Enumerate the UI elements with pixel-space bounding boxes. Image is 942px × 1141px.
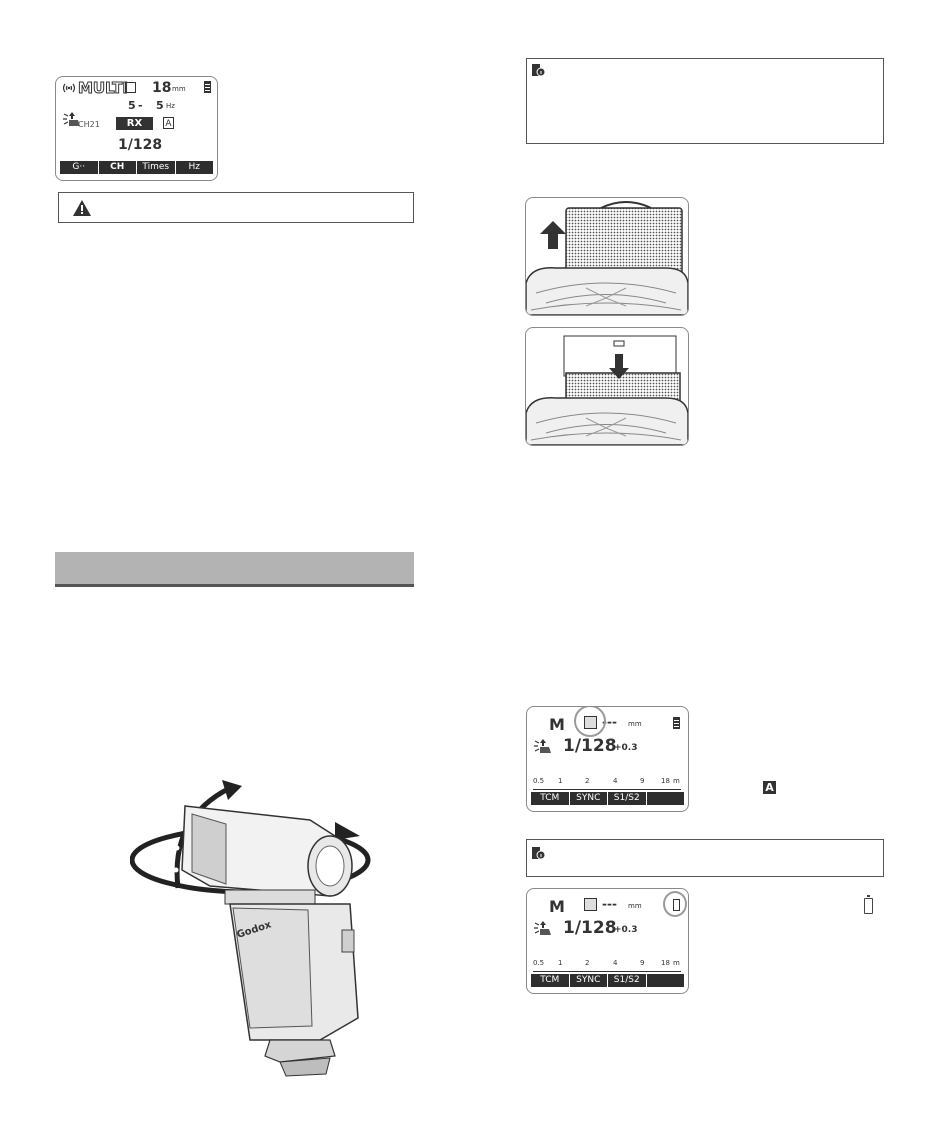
lcd-button-hz: Hz xyxy=(188,162,200,172)
auto-zoom-glyph: A xyxy=(763,781,776,794)
lcd-zoom-value: --- xyxy=(602,715,617,729)
note-box-bottom xyxy=(526,839,884,877)
lcd-button-tcm: TCM xyxy=(531,974,570,987)
lcd-rx: RX xyxy=(116,117,153,130)
lcd-button-s1s2: S1/S2 xyxy=(608,974,647,987)
lcd-mode-label: MULTI xyxy=(78,79,128,97)
battery-icon xyxy=(204,81,211,93)
lcd-zoom-unit: mm xyxy=(172,85,186,93)
scale-tick-label: 9 xyxy=(640,959,645,967)
scale-tick-label: 9 xyxy=(640,777,645,785)
flash-slave-icon xyxy=(533,737,553,755)
scale-tick-label: 0.5 xyxy=(533,959,545,967)
scale-tick-label: 18 xyxy=(661,959,670,967)
lcd-power: 1/128 xyxy=(563,918,617,938)
lcd-button-bar xyxy=(531,974,684,987)
scale-tick-label: 4 xyxy=(613,959,618,967)
warning-icon xyxy=(72,199,92,217)
scale-tick-label: 18 xyxy=(661,777,670,785)
lcd-button-sync: SYNC xyxy=(570,974,609,987)
lcd-zoom-value: --- xyxy=(602,897,617,911)
filter-insert-photo xyxy=(525,327,689,446)
warning-box xyxy=(58,192,414,223)
battery-glyph-icon xyxy=(864,898,873,914)
lcd-multi-panel xyxy=(55,76,218,181)
lcd-power: 1/128 xyxy=(563,736,617,756)
note-box-top xyxy=(526,58,884,144)
lcd-zoom-value: 18 xyxy=(152,80,172,96)
lcd-button-bar xyxy=(531,792,684,805)
lcd-button-s1s2: S1/S2 xyxy=(608,792,647,805)
lcd-button-empty xyxy=(647,974,685,987)
lcd-auto-glyph: A xyxy=(163,117,174,129)
lcd-channel: CH21 xyxy=(78,120,100,129)
svg-text:Godox: Godox xyxy=(235,919,273,941)
lcd-button-tcm: TCM xyxy=(531,792,570,805)
lcd-zoom-unit: mm xyxy=(628,902,642,910)
lcd-button-times: Times xyxy=(137,161,176,174)
arrow-down-icon xyxy=(608,354,630,380)
scale-unit: m xyxy=(673,959,680,967)
flash-slave-icon xyxy=(533,919,553,937)
lcd-button-bar xyxy=(60,161,213,174)
scale-tick-label: 2 xyxy=(585,777,590,785)
scale-unit: m xyxy=(673,777,680,785)
battery-icon xyxy=(673,717,680,729)
scale-tick-label: 2 xyxy=(585,959,590,967)
lcd-ev: +0.3 xyxy=(614,743,638,753)
lcd-button-ch: CH xyxy=(99,161,138,174)
highlight-circle xyxy=(663,891,687,917)
lcd-button-sync: SYNC xyxy=(570,792,609,805)
lcd-hz-value: 5 xyxy=(156,99,164,112)
distance-scale xyxy=(533,957,681,972)
distance-scale xyxy=(533,775,681,790)
highlight-circle xyxy=(574,706,606,737)
note-icon xyxy=(531,846,545,860)
lcd-button-group: G·· xyxy=(60,161,99,174)
scale-tick-label: 1 xyxy=(558,959,563,967)
lcd-zoom-unit: mm xyxy=(628,720,642,728)
scale-tick-label: 4 xyxy=(613,777,618,785)
lcd-hz-unit: Hz xyxy=(166,102,175,110)
filter-remove-photo xyxy=(525,197,689,316)
scale-tick-label: 1 xyxy=(558,777,563,785)
lcd-dash: - xyxy=(138,99,143,112)
memory-icon xyxy=(125,82,136,93)
lcd-mode-label: M xyxy=(549,897,565,916)
scale-tick-label: 0.5 xyxy=(533,777,545,785)
lcd-times: 5 xyxy=(128,99,136,112)
section-header-bar xyxy=(55,552,414,587)
lcd-button-empty xyxy=(647,792,685,805)
zoom-auto-icon xyxy=(584,898,597,911)
lcd-manual-panel-2 xyxy=(526,888,689,994)
lcd-power: 1/128 xyxy=(118,137,163,153)
lcd-manual-panel-1 xyxy=(526,706,689,812)
note-icon xyxy=(531,63,545,77)
lcd-mode-label: M xyxy=(549,715,565,734)
lcd-ev: +0.3 xyxy=(614,925,638,935)
arrow-up-icon xyxy=(538,220,568,250)
flash-rotation-illustration xyxy=(130,778,390,1078)
wireless-icon xyxy=(62,82,76,94)
